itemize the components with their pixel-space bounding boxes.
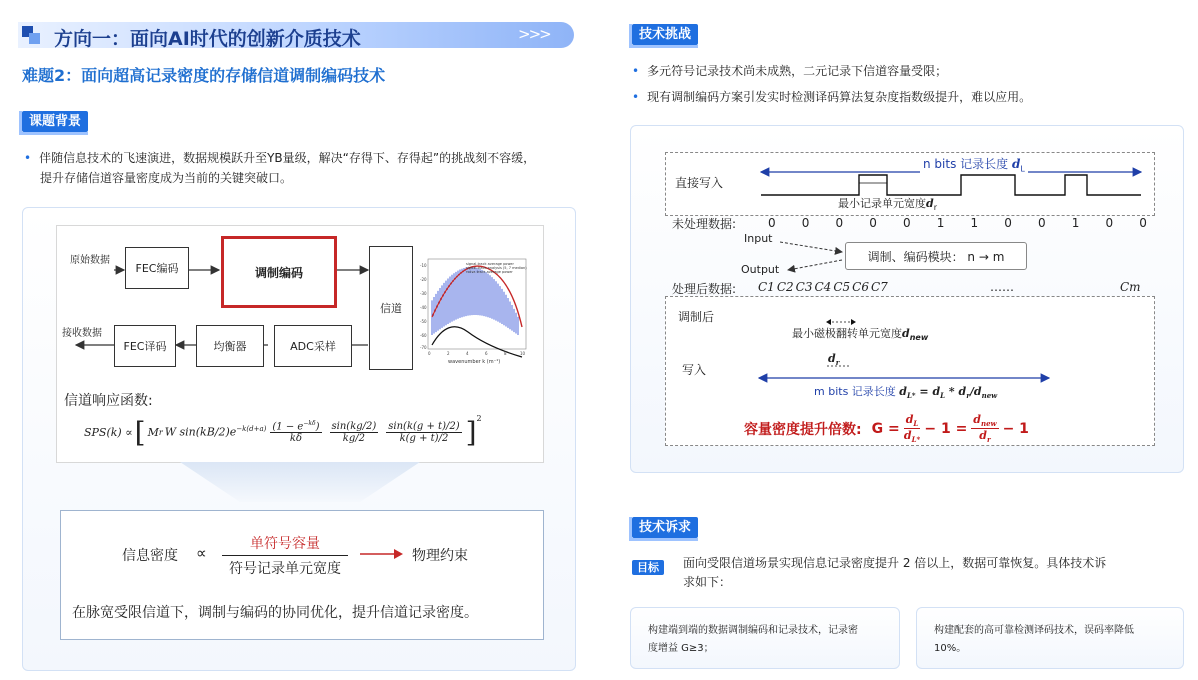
svg-text:-70: -70 bbox=[420, 345, 427, 350]
bullet-dot-icon: • bbox=[24, 151, 32, 165]
right-arrow-icon bbox=[360, 548, 404, 560]
svg-text:4: 4 bbox=[466, 351, 469, 356]
propto-symbol: ∝ bbox=[196, 544, 207, 562]
svg-text:-60: -60 bbox=[420, 333, 427, 338]
svg-text:signal-track average power: signal-track average power bbox=[466, 262, 514, 266]
funnel-shadow bbox=[60, 462, 540, 506]
n-bits-label: n bits 记录长度 $d_L$ bbox=[920, 155, 1028, 173]
adc-box: ADC采样 bbox=[274, 325, 352, 367]
direct-write-label: 直接写入 bbox=[675, 176, 724, 190]
source-data-label: 原始数据 bbox=[70, 255, 110, 266]
bullet-dot-icon: • bbox=[632, 64, 640, 78]
spectrum-bars bbox=[432, 267, 518, 335]
svg-text:-10: -10 bbox=[420, 263, 427, 268]
physical-constraint-label: 物理约束 bbox=[412, 548, 468, 564]
after-mod-label: 调制后 bbox=[678, 310, 715, 324]
min-flip-label: 最小磁极翻转单元宽度$d_{new}$ bbox=[792, 327, 929, 343]
svg-text:0: 0 bbox=[428, 351, 431, 356]
response-function-title: 信道响应函数: bbox=[64, 393, 153, 409]
background-tag-wrap bbox=[22, 110, 88, 132]
received-data-label: 接收数据 bbox=[62, 328, 102, 339]
svg-text:wavenumber k (m⁻¹): wavenumber k (m⁻¹) bbox=[448, 359, 501, 365]
problem-subtitle: 难题2：面向超高记录密度的存储信道调制编码技术 bbox=[22, 66, 386, 85]
capacity-gain-formula: 容量密度提升倍数: G = $\frac{d_L}{d_{L*}}$ − 1 = $d_{new}$ $d_r$ − 1 bbox=[744, 413, 1029, 445]
processed-label: 处理后数据: bbox=[672, 282, 737, 296]
page-title: 方向一：面向AI时代的创新介质技术 bbox=[54, 28, 361, 50]
challenge-bullets: • 多元符号记录技术尚未成熟，二元记录下信道容量受限； • 现有调制编码方案引发实时检测译码算法复杂度指数级提升，难以应用。 bbox=[632, 64, 1032, 104]
m-bits-label: m bits 记录长度 $d_{L*} = d_L * d_r/d_{new}$ bbox=[814, 385, 998, 401]
background-bullet: • 伴随信息技术的飞速演进，数据规模跃升至YB量级，解决“存得下、存得起”的挑战刻不容缓， 提升存储信道容量密度成为当前的关键突破口。 bbox=[24, 151, 536, 185]
svg-text:10: 10 bbox=[520, 351, 526, 356]
svg-text:8: 8 bbox=[504, 351, 507, 356]
modulation-code-box: 调制编码 bbox=[221, 236, 337, 308]
background-tag: 课题背景 bbox=[22, 111, 88, 132]
write-label: 写入 bbox=[682, 363, 707, 377]
section-icon bbox=[22, 26, 42, 46]
target-tag: 目标 bbox=[632, 560, 664, 575]
spectrum-plot-svg bbox=[418, 257, 530, 365]
ellipsis: …… bbox=[990, 280, 1014, 294]
output-label: Output bbox=[741, 263, 780, 276]
unprocessed-label: 未处理数据: bbox=[672, 217, 737, 231]
fec-decode-box: FEC译码 bbox=[114, 325, 176, 367]
challenge-tag-wrap bbox=[632, 23, 698, 45]
target-tag-wrap bbox=[632, 556, 664, 575]
bullet-dot-icon: • bbox=[632, 90, 640, 104]
appeal-tag-wrap bbox=[632, 516, 698, 538]
equalizer-box: 均衡器 bbox=[196, 325, 264, 367]
dr-label: $d_r$ bbox=[828, 352, 840, 368]
svg-text:-20: -20 bbox=[420, 277, 427, 282]
appeal-card-1-text: 构建端到端的数据调制编码和记录技术，记录密 度增益 G≥3； bbox=[648, 625, 858, 654]
symbol-cm: Cm bbox=[1120, 280, 1141, 294]
svg-text:2: 2 bbox=[447, 351, 450, 356]
density-fraction: 单符号容量 符号记录单元宽度 bbox=[222, 533, 348, 578]
target-text: 面向受限信道场景实现信息记录密度提升 2 倍以上，数据可靠恢复。具体技术诉 求如下： bbox=[683, 556, 1107, 589]
chevron-arrows-icon: >>> bbox=[518, 25, 550, 43]
svg-text:noise-track average power: noise-track average power bbox=[466, 270, 513, 274]
svg-text:-40: -40 bbox=[420, 305, 427, 310]
svg-text:-50: -50 bbox=[420, 319, 427, 324]
channel-spectrum-plot bbox=[418, 257, 530, 365]
modulation-module-box: 调制、编码模块： n → m bbox=[845, 242, 1027, 270]
appeal-card-2-text: 构建配套的高可靠检测译码技术，误码率降低 10%。 bbox=[934, 625, 1134, 654]
input-output-arrows bbox=[780, 238, 852, 274]
info-density-label: 信息密度 bbox=[122, 548, 178, 564]
appeal-tag: 技术诉求 bbox=[632, 517, 698, 538]
min-unit-label: 最小记录单元宽度$d_r$ bbox=[838, 197, 937, 213]
input-label: Input bbox=[744, 232, 773, 245]
svg-text:-30: -30 bbox=[420, 291, 427, 296]
challenge-tag: 技术挑战 bbox=[632, 24, 698, 45]
svg-text:signal-track analysis (5, 7 me: signal-track analysis (5, 7 median) bbox=[466, 266, 527, 270]
bit-sequence: 0 0 0 0 0 1 1 0 0 1 0 0 bbox=[768, 216, 1148, 230]
density-summary: 在脉宽受限信道下，调制与编码的协同优化，提升信道记录密度。 bbox=[72, 605, 478, 621]
channel-box: 信道 bbox=[369, 246, 413, 370]
svg-text:6: 6 bbox=[485, 351, 488, 356]
response-formula: SPS(k) ∝ [ M r W $\sin(kB/2)e^{-k(d+a)}$ $(1 - e^{-k\delta})$ kδ sin(kg/2) kg/2 sin(k(g + t)/2) k(g + t)/2 ] $^2$ bbox=[84, 414, 482, 449]
symbol-sequence: C1 C2 C3 C4 C5 C6 C7 bbox=[758, 280, 888, 294]
fec-encode-box: FEC编码 bbox=[125, 247, 189, 289]
